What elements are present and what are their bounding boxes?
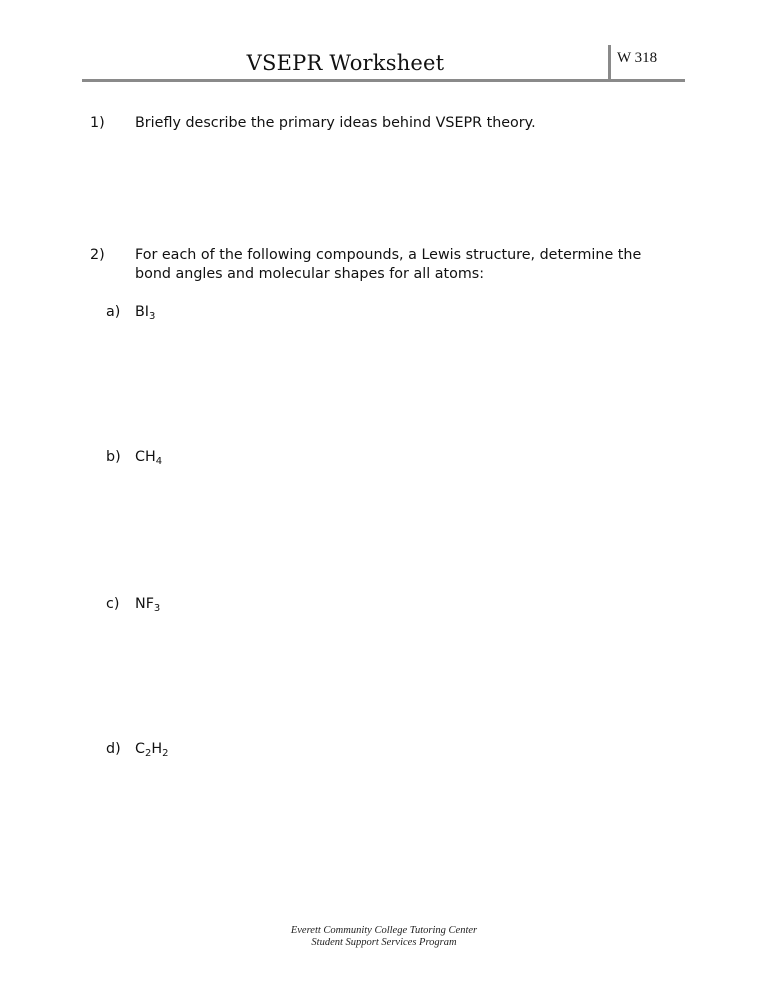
question-number: 1) [90,115,105,131]
subscript: 3 [149,311,156,322]
sub-question-letter: d) [106,741,121,757]
footer-line-2: Student Support Services Program [311,937,457,948]
chemical-formula: $NF_3$ [135,596,161,614]
chemical-formula: $C_2H_2$ [135,741,169,759]
worksheet-code: W 318 [617,50,658,66]
question-number: 2) [90,247,105,263]
sub-question-letter: c) [106,596,120,612]
footer-line-1: Everett Community College Tutoring Center [290,925,478,936]
subscript: 4 [155,456,163,467]
sub-question-letter: a) [106,304,121,320]
subscript: 3 [153,603,161,614]
subscript: 2 [162,748,169,759]
chemical-formula: $BI_3$ [135,304,156,322]
header-vertical-divider [608,45,611,82]
header-horizontal-rule [82,79,685,82]
question-text: For each of the following compounds, a Lewis structure, determine the bond angles and molecular shapes for all atoms: [135,247,642,282]
chemical-formula: $CH_4$ [135,449,163,467]
page-title: VSEPR Worksheet [246,51,445,75]
question-text: Briefly describe the primary ideas behind VSEPR theory. [135,115,536,131]
sub-question-letter: b) [106,449,121,465]
page-footer [0,925,768,949]
subscript: 2 [144,748,152,759]
